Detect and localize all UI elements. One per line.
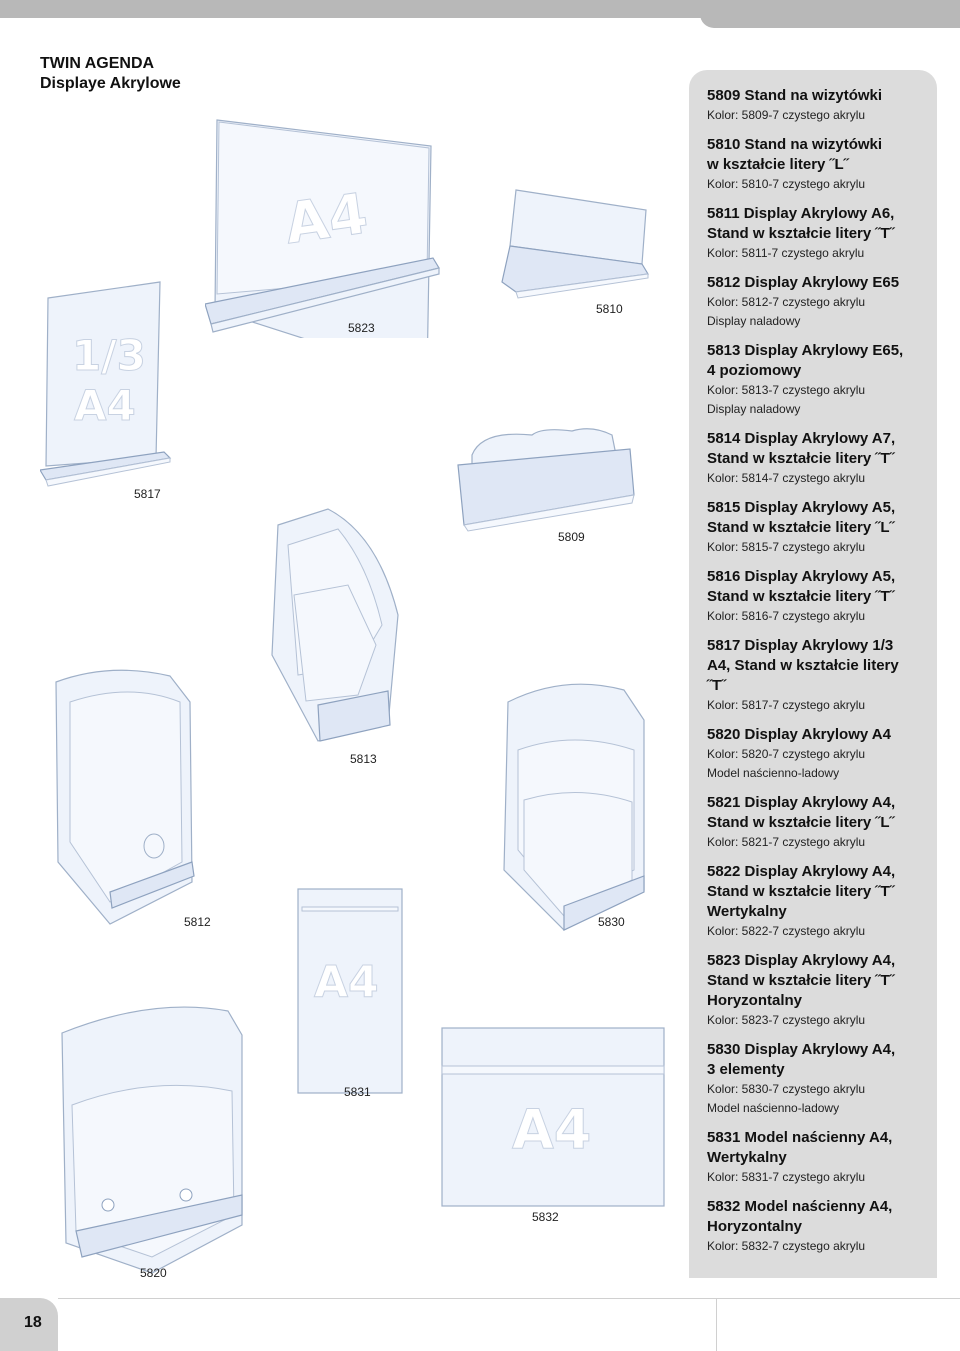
spec-detail: Kolor: 5809-7 czystego akrylu (707, 108, 866, 122)
spec-title: 5813 Display Akrylowy E65, 4 poziomowy (707, 342, 904, 379)
spec-list (707, 86, 933, 1266)
spec-detail: Display naladowy (707, 402, 801, 416)
label-5809: 5809 (558, 530, 585, 544)
spec-title: 5831 Model naścienny A4, Wertykalny (707, 1129, 893, 1166)
spec-title: 5823 Display Akrylowy A4, Stand w kształcie litery ˝T˝ Horyzontalny (707, 952, 896, 1009)
label-5810: 5810 (596, 302, 623, 316)
spec-detail: Model naścienno-ladowy (707, 1101, 840, 1115)
page-number: 18 (24, 1314, 42, 1331)
spec-detail: Kolor: 5832-7 czystego akrylu (707, 1239, 866, 1253)
top-band (0, 0, 960, 18)
a4-logo-large: A4 (281, 181, 372, 258)
spec-item (707, 1128, 933, 1187)
product-5817-image (40, 280, 175, 500)
spec-detail: Kolor: 5817-7 czystego akrylu (707, 698, 866, 712)
spec-detail: Kolor: 5811-7 czystego akrylu (707, 246, 865, 260)
spec-item (707, 567, 933, 626)
spec-item (707, 725, 933, 783)
spec-title: 5814 Display Akrylowy A7, Stand w kształcie litery ˝T˝ (707, 430, 896, 467)
product-5813-image (258, 505, 408, 745)
product-5832-image (440, 1026, 668, 1211)
spec-item (707, 793, 933, 852)
spec-detail: Kolor: 5821-7 czystego akrylu (707, 835, 866, 849)
spec-item (707, 204, 933, 263)
label-5820: 5820 (140, 1266, 167, 1280)
label-5817: 5817 (134, 487, 161, 501)
label-5813: 5813 (350, 752, 377, 766)
category-subtitle: Displaye Akrylowe (40, 75, 181, 92)
spec-item (707, 429, 933, 488)
spec-title: 5816 Display Akrylowy A5, Stand w kształcie litery ˝T˝ (707, 568, 896, 605)
one-third-logo: 1/3 (72, 331, 146, 380)
spec-detail: Kolor: 5812-7 czystego akrylu (707, 295, 866, 309)
product-5820-image (52, 995, 247, 1275)
spec-detail: Kolor: 5820-7 czystego akrylu (707, 747, 866, 761)
spec-detail: Model naścienno-ladowy (707, 766, 840, 780)
spec-item (707, 951, 933, 1030)
spec-item (707, 341, 933, 419)
product-5823-image (205, 118, 440, 338)
label-5812: 5812 (184, 915, 211, 929)
spec-title: 5811 Display Akrylowy A6, Stand w kształcie litery ˝T˝ (707, 205, 895, 242)
spec-detail: Kolor: 5830-7 czystego akrylu (707, 1082, 866, 1096)
bottom-rule (58, 1298, 960, 1299)
label-5830: 5830 (598, 915, 625, 929)
spec-title: 5812 Display Akrylowy E65 (707, 274, 900, 291)
spec-detail: Kolor: 5810-7 czystego akrylu (707, 177, 866, 191)
spec-title: 5809 Stand na wizytówki (707, 87, 883, 104)
spec-detail: Display naladowy (707, 314, 801, 328)
spec-title: 5830 Display Akrylowy A4, 3 elementy (707, 1041, 896, 1078)
product-5831-image (296, 887, 406, 1097)
spec-title: 5810 Stand na wizytówki w kształcie litery ˝L˝ (707, 136, 883, 173)
label-5832: 5832 (532, 1210, 559, 1224)
spec-title: 5815 Display Akrylowy A5, Stand w kształcie litery ˝L˝ (707, 499, 896, 536)
spec-title: 5821 Display Akrylowy A4, Stand w kształcie litery ˝L˝ (707, 794, 896, 831)
spec-title: 5822 Display Akrylowy A4, Stand w kształcie litery ˝T˝ Wertykalny (707, 863, 896, 920)
label-5823: 5823 (348, 321, 375, 335)
a4-logo-5831: A4 (314, 957, 379, 1008)
product-5809-image (452, 425, 637, 535)
spec-detail: Kolor: 5815-7 czystego akrylu (707, 540, 866, 554)
spec-item (707, 86, 933, 125)
bottom-right-rule (716, 1298, 717, 1351)
spec-item (707, 1197, 933, 1256)
spec-detail: Kolor: 5822-7 czystego akrylu (707, 924, 866, 938)
spec-detail: Kolor: 5816-7 czystego akrylu (707, 609, 866, 623)
spec-detail: Kolor: 5813-7 czystego akrylu (707, 383, 866, 397)
a4-logo-5832: A4 (512, 1098, 592, 1161)
product-5830-image (494, 680, 654, 935)
brand-title: TWIN AGENDA (40, 55, 155, 72)
spec-item (707, 862, 933, 941)
label-5831: 5831 (344, 1085, 371, 1099)
spec-title: 5820 Display Akrylowy A4 (707, 726, 891, 743)
spec-item (707, 273, 933, 331)
spec-title: 5817 Display Akrylowy 1/3 A4, Stand w kształcie litery ˝T˝ (707, 637, 899, 694)
spec-item (707, 1040, 933, 1118)
spec-item (707, 135, 933, 194)
product-5812-image (50, 662, 200, 927)
top-band-notch (700, 0, 960, 28)
spec-detail: Kolor: 5814-7 czystego akrylu (707, 471, 866, 485)
product-5810-image (496, 188, 656, 308)
spec-item (707, 636, 933, 715)
spec-title: 5832 Model naścienny A4, Horyzontalny (707, 1198, 893, 1235)
spec-detail: Kolor: 5831-7 czystego akrylu (707, 1170, 866, 1184)
a4-logo-small: A4 (74, 381, 136, 430)
spec-item (707, 498, 933, 557)
page-title (40, 54, 181, 94)
spec-detail: Kolor: 5823-7 czystego akrylu (707, 1013, 866, 1027)
